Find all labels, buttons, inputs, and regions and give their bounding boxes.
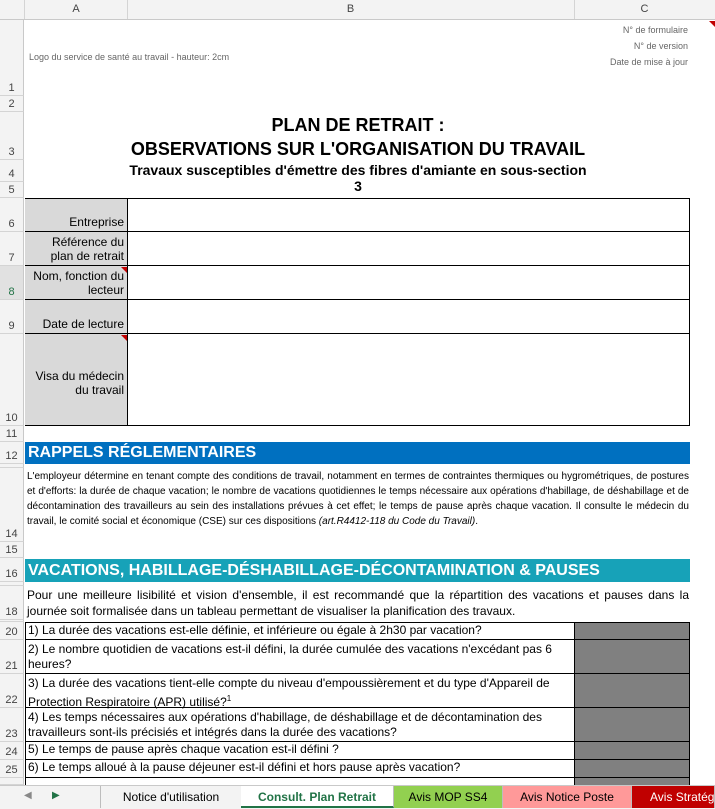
section-heading-reminders: RAPPELS RÉGLEMENTAIRES [25,442,690,464]
form-number-label: N° de formulaire [622,25,688,35]
reading-date-label: Date de lecture [25,300,127,334]
row-header[interactable]: 7 [0,232,24,266]
row-header[interactable]: 20 [0,622,24,640]
enterprise-field[interactable] [127,198,690,232]
version-label: N° de version [633,41,688,51]
question-6: 6) Le temps alloué à la pause déjeuner est-il défini et hors pause après vacation? [25,760,574,778]
tab-consult-plan-retrait[interactable]: Consult. Plan Retrait [241,786,394,808]
column-header-a[interactable]: A [25,0,128,19]
select-all-corner[interactable] [0,0,25,19]
question-3: 3) La durée des vacations tient-elle compte du niveau d'empoussièrement et du type d'Appareil de Protection Respiratoire (APR) utilisé?$^1$ [25,674,574,708]
answer-7[interactable] [574,778,690,785]
plan-reference-label: Référence du plan de retrait [25,232,127,266]
row-header-selected[interactable]: 8 [0,266,24,300]
row-header[interactable]: 12 [0,442,24,464]
tab-notice-utilisation[interactable]: Notice d'utilisation [100,786,242,808]
doctor-visa-label: Visa du médecin du travail [25,334,127,426]
row-header[interactable]: 16 [0,558,24,582]
answer-3[interactable] [574,674,690,708]
row-header[interactable]: 5 [0,182,24,198]
question-5: 5) Le temps de pause après chaque vacation est-il défini ? [25,742,574,760]
row-header[interactable]: 10 [0,334,24,426]
question-2: 2) Le nombre quotidien de vacations est-il défini, la durée cumulée des vacations n'excédant pas 6 heures? [25,640,574,674]
question-7-partial [25,778,574,785]
sheet-tab-bar [0,785,715,809]
doctor-visa-field[interactable] [127,334,690,426]
question-1: 1) La durée des vacations est-elle définie, et inférieure ou égale à 2h30 par vacation? [25,622,574,640]
page-title: PLAN DE RETRAIT : [271,115,445,135]
answer-2[interactable] [574,640,690,674]
comment-indicator[interactable] [709,21,715,27]
page-description: Travaux susceptibles d'émettre des fibres d'amiante en sous-section 3 [129,162,587,194]
tab-avis-notice-poste[interactable]: Avis Notice Poste [503,786,632,808]
column-header-b[interactable]: B [127,0,575,19]
column-header-bar [0,0,715,20]
reader-field[interactable] [127,266,690,300]
section-heading-vacations: VACATIONS, HABILLAGE-DÉSHABILLAGE-DÉCONTAMINATION & PAUSES [25,559,690,582]
row-header[interactable] [0,778,24,785]
page-subtitle: OBSERVATIONS SUR L'ORGANISATION DU TRAVAIL [130,139,586,159]
row-header[interactable]: 4 [0,160,24,182]
reminders-text: L'employeur détermine en tenant compte des conditions de travail, notamment en termes de contraintes thermiques ou hygrométriques, de postures et d'efforts: la durée de chaque vacation; le nombre de vacations quotidiennes le temps nécessaire aux opérations d'habillage, de déshabillage et de décontamination des travailleurs au sein des installations prévues à cet effet; le temps de pause après chaque vacation. Il consulte le médecin du travail, le comité social et économique (CSE) sur ces dispositions (art.R4412-118 du Code du Travail). [27,471,689,527]
row-header[interactable]: 23 [0,708,24,742]
update-date-label: Date de mise à jour [609,57,688,67]
row-header[interactable]: 14 [0,468,24,542]
row-header[interactable]: 2 [0,96,24,112]
scroll-right-icon[interactable]: ▶ [52,790,60,801]
question-4: 4) Les temps nécessaires aux opérations d'habillage, de déshabillage et de décontamination des travailleurs sont-ils précisiés et intégrés dans la durée des vacations? [25,708,574,742]
column-header-c[interactable]: C [574,0,715,19]
row-header[interactable]: 24 [0,742,24,760]
row-header[interactable]: 6 [0,198,24,232]
reading-date-field[interactable] [127,300,690,334]
row-header[interactable]: 11 [0,426,24,442]
answer-6[interactable] [574,760,690,778]
answer-4[interactable] [574,708,690,742]
row-header[interactable]: 3 [0,112,24,160]
row-header[interactable]: 1 [0,20,24,96]
row-header[interactable]: 21 [0,640,24,674]
answer-1[interactable] [574,622,690,640]
logo-placeholder: Logo du service de santé au travail - hauteur: 2cm [29,52,230,62]
row-header[interactable]: 9 [0,300,24,334]
scroll-left-icon[interactable]: ◀ [24,790,32,801]
footnote-mark: 1 [226,694,232,703]
row-header[interactable]: 22 [0,674,24,708]
answer-5[interactable] [574,742,690,760]
enterprise-label: Entreprise [25,198,127,232]
plan-reference-field[interactable] [127,232,690,266]
row-header[interactable]: 18 [0,586,24,620]
form-meta [610,22,688,70]
vacations-intro: Pour une meilleure lisibilité et vision d'ensemble, il est recommandé que la répartition des vacations et pauses dans la journée soit formalisée dans un tableau permettant de visualiser la planification des travaux. [27,588,689,618]
legal-reference: (art.R4412-118 du Code du Travail) [318,516,476,527]
tab-avis-mop-ss4[interactable]: Avis MOP SS4 [394,786,503,808]
row-header[interactable]: 25 [0,760,24,778]
reader-label: Nom, fonction du lecteur [25,266,127,300]
tab-avis-strategie[interactable]: Avis Stratég [632,786,715,808]
row-header[interactable]: 15 [0,542,24,558]
